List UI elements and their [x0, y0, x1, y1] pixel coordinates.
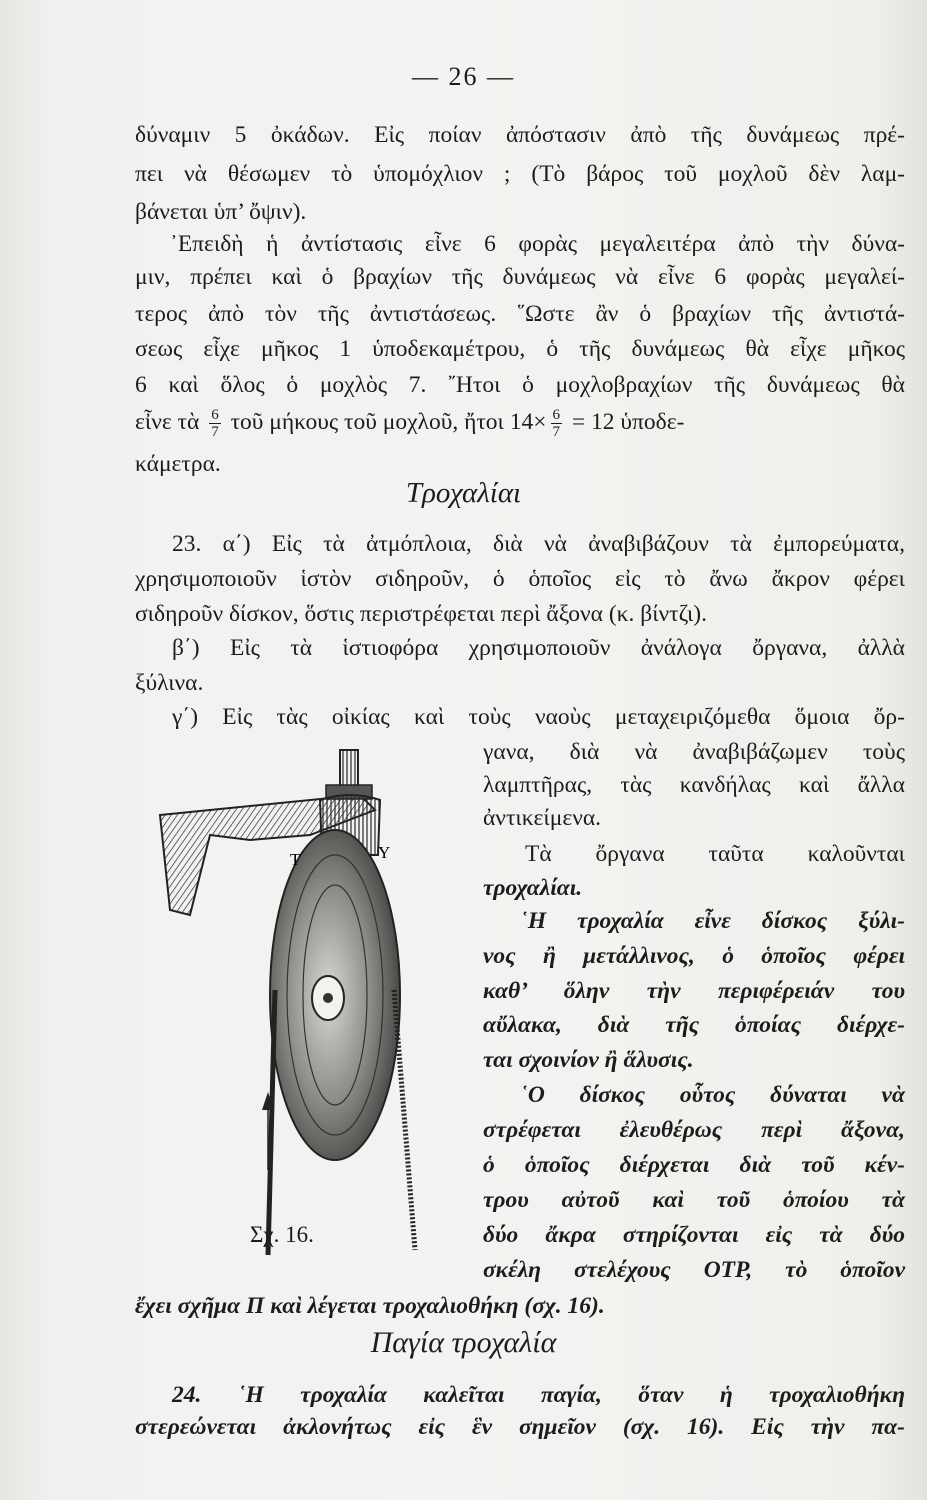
text-line: σεως εἶχε μῆκος 1 ὑποδεκαμέτρου, ὁ τῆς δυνάμεως θὰ εἶχε μῆκος	[135, 336, 905, 362]
text-line: στερεώνεται ἀκλονήτως εἰς ἓν σημεῖον (σχ. 16). Εἰς τὴν πα-	[135, 1414, 905, 1440]
text-line: λαμπτῆρας, τὰς κανδήλας καὶ ἄλλα	[483, 772, 905, 798]
text-line: β΄) Εἰς τὰ ἱστιοφόρα χρησιμοποιοῦν ἀνάλογα ὄργανα, ἀλλὰ	[172, 635, 905, 661]
fraction-denominator: 7	[211, 424, 219, 441]
text-line: σκέλη στελέχους ΟΤΡ, τὸ ὁποῖον	[483, 1257, 905, 1283]
text-line: βάνεται ὑπ’ ὄψιν).	[135, 199, 307, 225]
text-line: δύναμιν 5 ὀκάδων. Εἰς ποίαν ἀπόστασιν ἀπὸ τῆς δυνάμεως πρέ-	[135, 122, 905, 148]
text-line: τερος ἀπὸ τὸν τῆς ἀντιστάσεως. ῞Ωστε ἂν ὁ βραχίων τῆς ἀντιστά-	[135, 301, 905, 327]
text-line: ἀντικείμενα.	[483, 805, 602, 831]
text-line: ται σχοινίον ἢ ἅλυσις.	[483, 1047, 694, 1073]
figure-label-y: Υ	[378, 843, 391, 862]
text-line: Τὰ ὄργανα ταῦτα καλοῦνται	[525, 841, 905, 867]
text-line: τρου αὐτοῦ καὶ τοῦ ὁποίου τὰ	[483, 1187, 905, 1213]
fraction	[551, 407, 563, 440]
text-fragment: εἶνε τὰ	[135, 409, 200, 435]
text-line: ῾Ο δίσκος οὗτος δύναται νὰ	[520, 1082, 905, 1108]
text-line: χρησιμοποιοῦν ἱστὸν σιδηροῦν, ὁ ὁποῖος εἰς τὸ ἄνω ἄκρον φέρει	[135, 566, 905, 592]
text-line: στρέφεται ἐλευθέρως περὶ ἄξονα,	[483, 1117, 905, 1143]
text-line: νος ἢ μετάλλινος, ὁ ὁποῖος φέρει	[483, 943, 905, 969]
text-line: αὔλακα, διὰ τῆς ὁποίας διέρχε-	[483, 1012, 905, 1038]
page-number: — 26 —	[412, 62, 515, 91]
rope-left	[268, 990, 275, 1255]
text-line: ὁ ὁποῖος διέρχεται διὰ τοῦ κέν-	[483, 1152, 905, 1178]
text-line: ῾Η τροχαλία εἶνε δίσκος ξύλι-	[520, 908, 905, 934]
text-line: 6 καὶ ὅλος ὁ μοχλὸς 7. ῎Ητοι ὁ μοχλοβραχίων τῆς δυνάμεως θὰ	[135, 372, 905, 398]
pulley-figure	[150, 740, 450, 1260]
section-heading: Παγία τροχαλία	[370, 1326, 557, 1359]
fraction-denominator: 7	[552, 424, 561, 441]
text-line: γ΄) Εἰς τὰς οἰκίας καὶ τοὺς ναοὺς μεταχειριζόμεθα ὅμοια ὄρ-	[172, 704, 905, 730]
text-line: ᾿Επειδὴ ἡ ἀντίστασις εἶνε 6 φορὰς μεγαλειτέρα ἀπὸ τὴν δύνα-	[170, 231, 905, 257]
fraction	[209, 407, 221, 440]
text-line: 24. ῾Η τροχαλία καλεῖται παγία, ὅταν ἡ τροχαλιοθήκη	[172, 1382, 905, 1408]
text-fragment: ἔχει σχῆμα Π καὶ λέγεται τροχαλιοθήκη (σχ. 16).	[135, 1293, 605, 1319]
text-line: δύο ἄκρα στηρίζονται εἰς τὰ δύο	[483, 1222, 905, 1248]
fraction-numerator: 6	[552, 407, 561, 424]
text-line: ξύλινα.	[135, 670, 204, 696]
text-line: μιν, πρέπει καὶ ὁ βραχίων τῆς δυνάμεως νὰ εἶνε 6 φορὰς μεγαλεί-	[135, 264, 905, 290]
text-fragment: = 12 ὑποδε-	[571, 409, 685, 435]
text-line: πει νὰ θέσωμεν τὸ ὑπομόχλιον ; (Τὸ βάρος τοῦ μοχλοῦ δὲν λαμ-	[135, 161, 905, 187]
text-line: τροχαλίαι.	[483, 875, 583, 901]
figure-caption: Σχ. 16.	[250, 1222, 314, 1247]
text-line: καθ’ ὅλην τὴν περιφέρειάν του	[483, 978, 905, 1004]
text-line: κάμετρα.	[135, 451, 221, 477]
text-line-with-fractions	[135, 407, 905, 440]
section-heading: Τροχαλίαι	[405, 477, 522, 509]
fraction-numerator: 6	[211, 407, 219, 424]
text-line: 23. α΄) Εἰς τὰ ἀτμόπλοια, διὰ νὰ ἀναβιβάζουν τὰ ἐμπορεύματα,	[172, 531, 905, 557]
text-fragment: τοῦ μήκους τοῦ μοχλοῦ, ἤτοι 14×	[230, 409, 547, 435]
figure-label-t: Τ	[290, 850, 301, 869]
text-line	[135, 1291, 905, 1321]
text-line: γανα, διὰ νὰ ἀναβιβάζωμεν τοὺς	[483, 739, 905, 765]
text-line: σιδηροῦν δίσκον, ὅστις περιστρέφεται περὶ ἄξονα (κ. βίντζι).	[135, 601, 707, 627]
